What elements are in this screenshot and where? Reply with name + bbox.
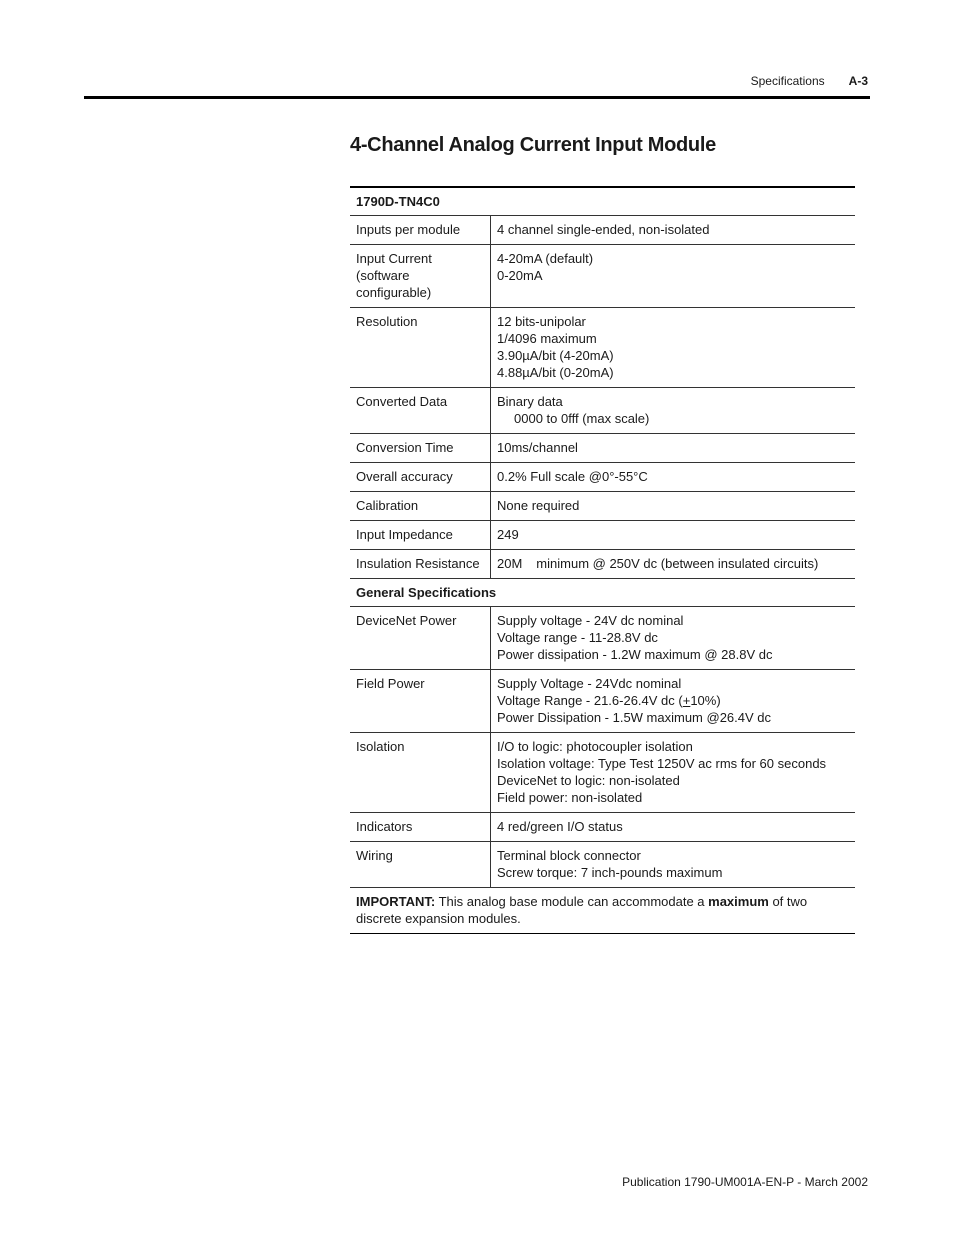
row-label: Overall accuracy [350, 463, 491, 492]
row-label: Resolution [350, 308, 491, 388]
row-label: Input Current (software configurable) [350, 245, 491, 308]
row-value: I/O to logic: photocoupler isolation Isolation voltage: Type Test 1250V ac rms for 60 seconds DeviceNet to logic: non-isolated Field power: non-isolated [491, 733, 856, 813]
table-row [350, 388, 855, 434]
row-label: Conversion Time [350, 434, 491, 463]
row-value: Supply Voltage - 24Vdc nominal Voltage Range - 21.6-26.4V dc (+10%) Power Dissipation - 1.5W maximum @26.4V dc [491, 670, 856, 733]
row-value: 4-20mA (default) 0-20mA [491, 245, 856, 308]
table-row [350, 670, 855, 733]
row-label: Indicators [350, 813, 491, 842]
table-row [350, 813, 855, 842]
table-row [350, 521, 855, 550]
row-label: Isolation [350, 733, 491, 813]
table-row [350, 245, 855, 308]
spec-table [350, 186, 855, 934]
plus-minus-symbol: + [682, 693, 691, 708]
row-value: 249 [491, 521, 856, 550]
row-value: Terminal block connector Screw torque: 7 inch-pounds maximum [491, 842, 856, 888]
publication-footer: Publication 1790-UM001A-EN-P - March 2002 [622, 1175, 868, 1189]
row-label: Calibration [350, 492, 491, 521]
important-label: IMPORTANT: [356, 894, 436, 909]
table-row [350, 733, 855, 813]
header-rule [84, 96, 870, 99]
module-header: 1790D-TN4C0 [350, 187, 855, 216]
note-emphasis: maximum [708, 894, 769, 909]
important-note: IMPORTANT: This analog base module can accommodate a maximum of two discrete expansion modules. [350, 888, 855, 934]
header-section-name: Specifications [750, 74, 825, 88]
row-label: DeviceNet Power [350, 607, 491, 670]
row-label: Wiring [350, 842, 491, 888]
page-title: 4-Channel Analog Current Input Module [350, 134, 716, 156]
row-value: 10ms/channel [491, 434, 856, 463]
row-value: None required [491, 492, 856, 521]
row-label: Inputs per module [350, 216, 491, 245]
table-row [350, 607, 855, 670]
row-value: 12 bits-unipolar 1/4096 maximum 3.90µA/bit (4-20mA) 4.88µA/bit (0-20mA) [491, 308, 856, 388]
row-value: 4 red/green I/O status [491, 813, 856, 842]
module-header-row [350, 187, 855, 216]
row-label: Insulation Resistance [350, 550, 491, 579]
row-value: Supply voltage - 24V dc nominal Voltage range - 11-28.8V dc Power dissipation - 1.2W maximum @ 28.8V dc [491, 607, 856, 670]
row-label: Field Power [350, 670, 491, 733]
header-page-number: A-3 [848, 74, 868, 88]
table-row [350, 492, 855, 521]
important-note-row [350, 888, 855, 934]
table-row [350, 434, 855, 463]
general-header-row [350, 579, 855, 607]
row-value: 0.2% Full scale @0°-55°C [491, 463, 856, 492]
table-row [350, 550, 855, 579]
general-specifications-header: General Specifications [350, 579, 855, 607]
table-row [350, 216, 855, 245]
table-row [350, 308, 855, 388]
row-value: 4 channel single-ended, non-isolated [491, 216, 856, 245]
table-row [350, 463, 855, 492]
row-label: Converted Data [350, 388, 491, 434]
table-row [350, 842, 855, 888]
row-value: Binary data 0000 to 0fff (max scale) [491, 388, 856, 434]
row-value: 20M minimum @ 250V dc (between insulated circuits) [491, 550, 856, 579]
row-label: Input Impedance [350, 521, 491, 550]
running-header [751, 74, 868, 88]
